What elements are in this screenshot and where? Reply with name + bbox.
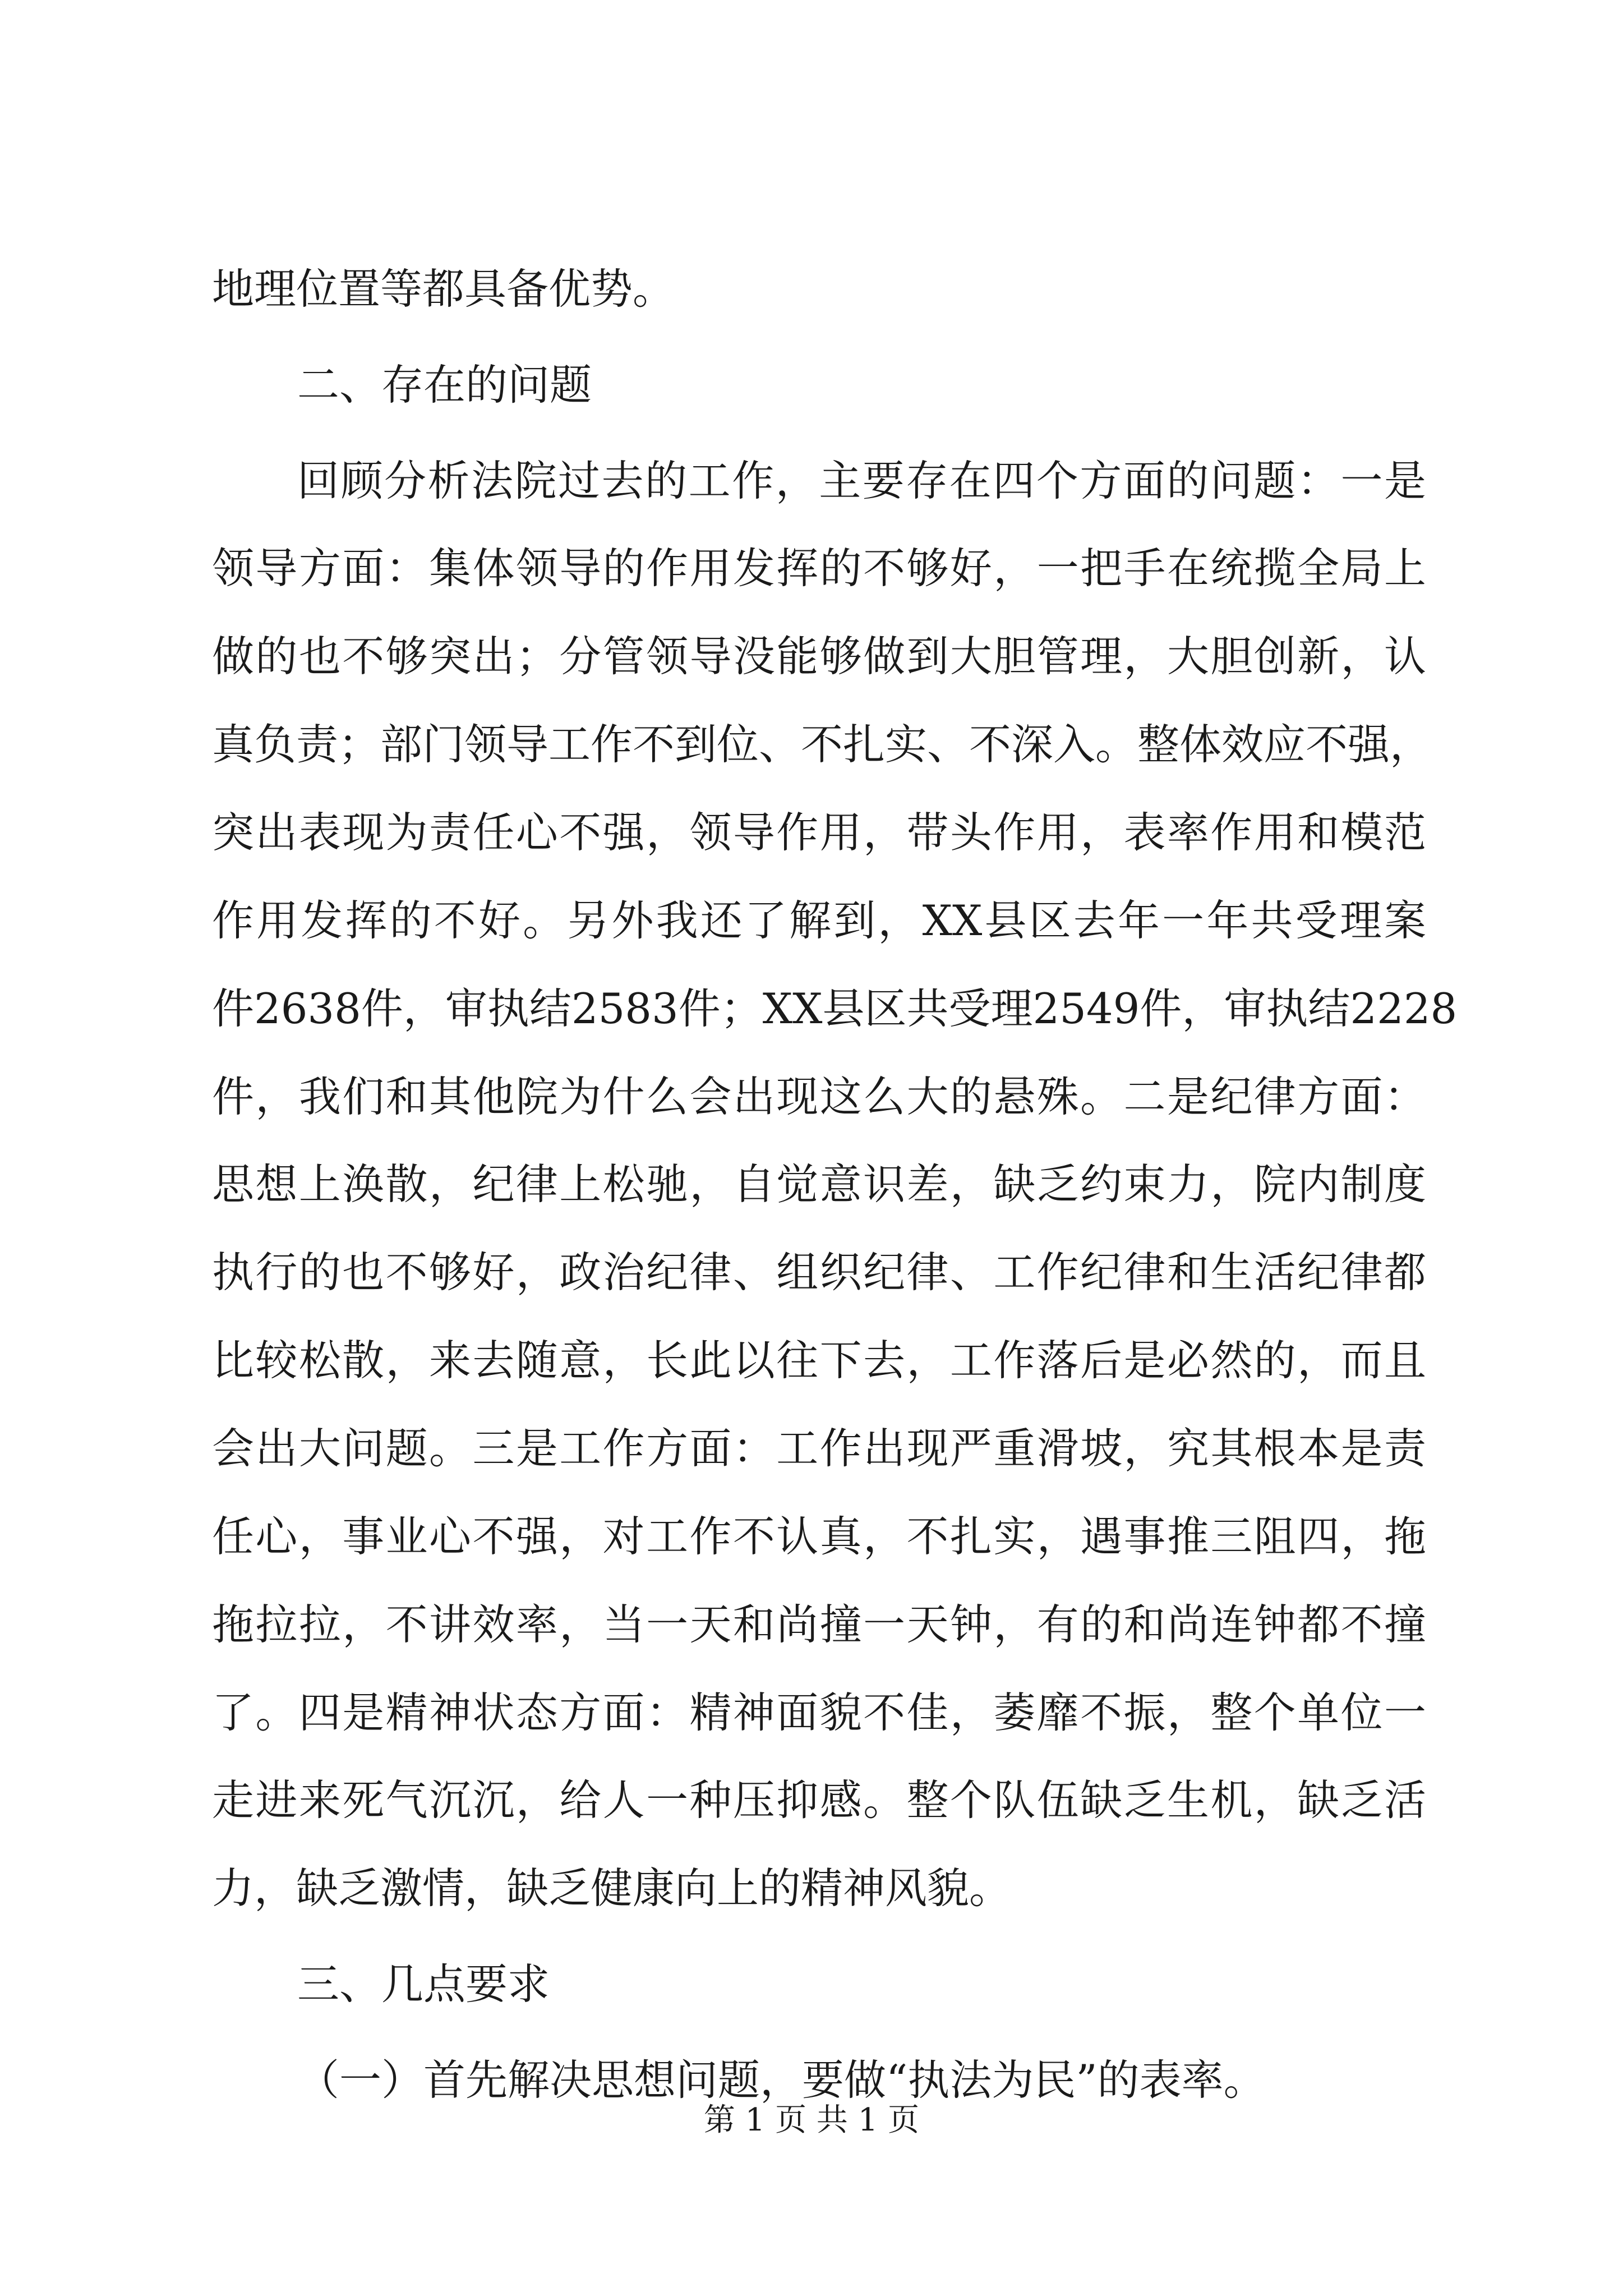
- text-line: 执行的也不够好，政治纪律、组织纪律、工作纪律和生活纪律都: [212, 1248, 1426, 1297]
- subsection-heading: （一）首先解决思想问题，要做“执法为民”的表率。: [297, 2055, 1266, 2105]
- text-line: 地理位置等都具备优势。: [212, 264, 675, 314]
- section-heading: 二、存在的问题: [297, 360, 592, 409]
- page-footer: 第 1 页 共 1 页: [703, 2102, 920, 2138]
- section-heading: 三、几点要求: [297, 1959, 550, 2009]
- text-line: 做的也不够突出；分管领导没能够做到大胆管理，大胆创新，认: [212, 632, 1426, 681]
- text-line: 件，我们和其他院为什么会出现这么大的悬殊。二是纪律方面：: [212, 1072, 1426, 1121]
- text-line: 比较松散，来去随意，长此以往下去，工作落后是必然的，而且: [212, 1336, 1426, 1385]
- text-line: 回顾分析法院过去的工作，主要存在四个方面的问题：一是: [297, 456, 1426, 505]
- text-line: 作用发挥的不好。另外我还了解到，XX县区去年一年共受理案: [212, 896, 1426, 945]
- text-line: 走进来死气沉沉，给人一种压抑感。整个队伍缺乏生机，缺乏活: [212, 1775, 1426, 1825]
- text-line: 拖拉拉，不讲效率，当一天和尚撞一天钟，有的和尚连钟都不撞: [212, 1600, 1426, 1649]
- text-line: 任心，事业心不强，对工作不认真，不扎实，遇事推三阻四，拖: [212, 1512, 1426, 1561]
- text-line: 会出大问题。三是工作方面：工作出现严重滑坡，究其根本是责: [212, 1424, 1426, 1473]
- text-line: 突出表现为责任心不强，领导作用，带头作用，表率作用和模范: [212, 808, 1426, 857]
- text-line: 真负责；部门领导工作不到位、不扎实、不深入。整体效应不强，: [212, 720, 1432, 769]
- text-line: 力，缺乏激情，缺乏健康向上的精神风貌。: [212, 1864, 1012, 1913]
- text-line: 件2638件，审执结2583件；XX县区共受理2549件，审执结2228: [212, 984, 1458, 1033]
- text-line: 了。四是精神状态方面：精神面貌不佳，萎靡不振，整个单位一: [212, 1688, 1426, 1737]
- text-line: 思想上涣散，纪律上松驰，自觉意识差，缺乏约束力，院内制度: [212, 1159, 1426, 1209]
- text-line: 领导方面：集体领导的作用发挥的不够好，一把手在统揽全局上: [212, 544, 1426, 593]
